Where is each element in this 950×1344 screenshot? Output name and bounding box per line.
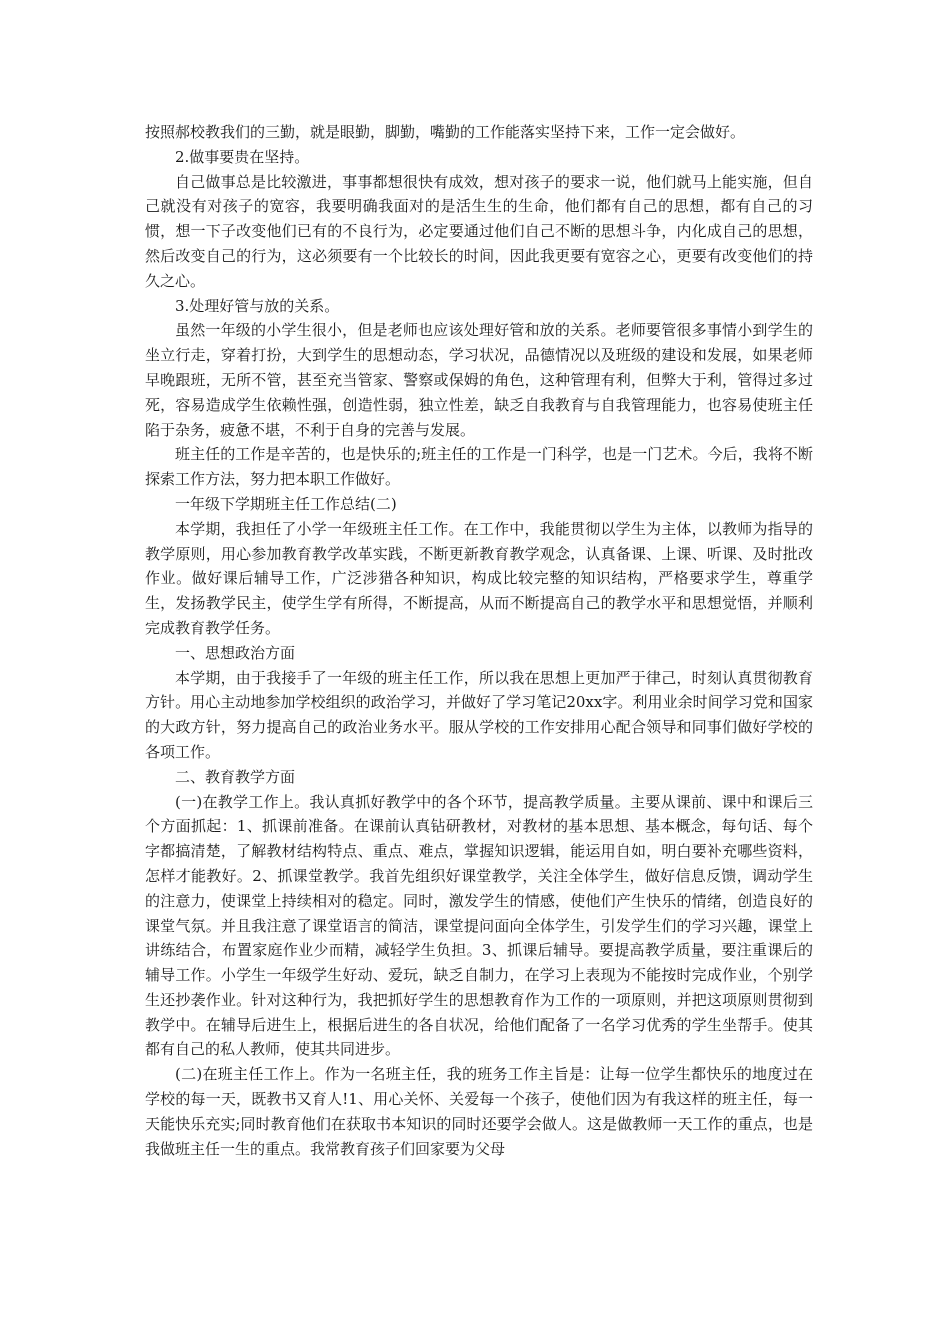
paragraph-teaching-work: (一)在教学工作上。我认真抓好教学中的各个环节，提高教学质量。主要从课前、课中和课后三个方面抓起：1、抓课前准备。在课前认真钻研教材，对教材的基本思想、基本概念，每句话、每个字都搞清楚，了解教材结构特点、重点、难点，掌握知识逻辑，能运用自如，明白要补充哪些资料，怎样才能教好。2、抓课堂教学。我首先组织好课堂教学，关注全体学生，做好信息反馈，调动学生的注意力，使课堂上持续相对的稳定。同时，激发学生的情感，使他们产生快乐的情绪，创造良好的课堂气氛。并且我注意了课堂语言的简洁，课堂提问面向全体学生，引发学生们的学习兴趣，课堂上讲练结合，布置家庭作业少而精，减轻学生负担。3、抓课后辅导。要提高教学质量，要注重课后的辅导工作。小学生一年级学生好动、爱玩，缺乏自制力，在学习上表现为不能按时完成作业，个别学生还抄袭作业。针对这种行为，我把抓好学生的思想教育作为工作的一项原则，并把这项原则贯彻到教学中。在辅导后进生上，根据后进生的各自状况，给他们配备了一名学习优秀的学生坐帮手。使其都有自己的私人教师，使其共同进步。 bbox=[145, 792, 813, 1059]
paragraph-manage-release: 虽然一年级的小学生很小，但是老师也应该处理好管和放的关系。老师要管很多事情小到学生的坐立行走，穿着打扮，大到学生的思想动态，学习状况，品德情况以及班级的建设和发展，如果老师早晚跟班，无所不管，甚至充当管家、警察或保姆的角色，这种管理有利，但弊大于利，管得过多过死，容易造成学生依赖性强，创造性弱，独立性差，缺乏自我教育与自我管理能力，也容易使班主任陷于杂务，疲惫不堪，不利于自身的完善与发展。 bbox=[145, 321, 813, 439]
paragraph-class-teacher-work: (二)在班主任工作上。作为一名班主任，我的班务工作主旨是：让每一位学生都快乐的地度过在学校的每一天，既教书又育人!1、用心关怀、关爱每一个孩子，使他们因为有我这样的班主任，每一天能快乐充实;同时教育他们在获取书本知识的同时还要学会做人。这是做教师一天工作的重点，也是我做班主任一生的重点。我常教育孩子们回家要为父母 bbox=[145, 1065, 813, 1158]
paragraph-persistence: 自己做事总是比较激进，事事都想很快有成效，想对孩子的要求一说，他们就马上能实施，但自己就没有对孩子的宽容，我要明确我面对的是活生生的生命，他们都有自己的思想，都有自己的习惯，想一下子改变他们已有的不良行为，必定要通过他们自己不断的思想斗争，内化成自己的思想，然后改变自己的行为，这必须要有一个比较长的时间，因此我更要有宽容之心，更要有改变他们的持久之心。 bbox=[145, 172, 813, 290]
subheading-persistence: 2.做事要贵在坚持。 bbox=[175, 147, 310, 166]
paragraph-conclusion: 班主任的工作是辛苦的，也是快乐的;班主任的工作是一门科学，也是一门艺术。今后，我将不断探索工作方法，努力把本职工作做好。 bbox=[145, 445, 813, 489]
heading-teaching: 二、教育教学方面 bbox=[175, 767, 296, 786]
document-body bbox=[145, 120, 813, 1161]
paragraph-political: 本学期，由于我接手了一年级的班主任工作，所以我在思想上更加严于律己，时刻认真贯彻教育方针。用心主动地参加学校组织的政治学习，并做好了学习笔记20xx字。利用业余时间学习党和国家的大政方针，努力提高自己的政治业务水平。服从学校的工作安排用心配合领导和同事们做好学校的各项工作。 bbox=[145, 668, 813, 761]
paragraph-continued: 按照郝校教我们的三勤，就是眼勤，脚勤，嘴勤的工作能落实坚持下来，工作一定会做好。 bbox=[145, 123, 746, 141]
heading-political: 一、思想政治方面 bbox=[175, 643, 296, 662]
subheading-manage-release: 3.处理好管与放的关系。 bbox=[175, 296, 340, 315]
section-title-summary-two: 一年级下学期班主任工作总结(二) bbox=[175, 494, 397, 513]
paragraph-intro: 本学期，我担任了小学一年级班主任工作。在工作中，我能贯彻以学生为主体，以教师为指导的教学原则，用心参加教育教学改革实践，不断更新教育教学观念，认真备课、上课、听课、及时批改作业。做好课后辅导工作，广泛涉猎各种知识，构成比较完整的知识结构，严格要求学生，尊重学生，发扬教学民主，使学生学有所得，不断提高，从而不断提高自己的教学水平和思想觉悟，并顺利完成教育教学任务。 bbox=[145, 519, 813, 637]
